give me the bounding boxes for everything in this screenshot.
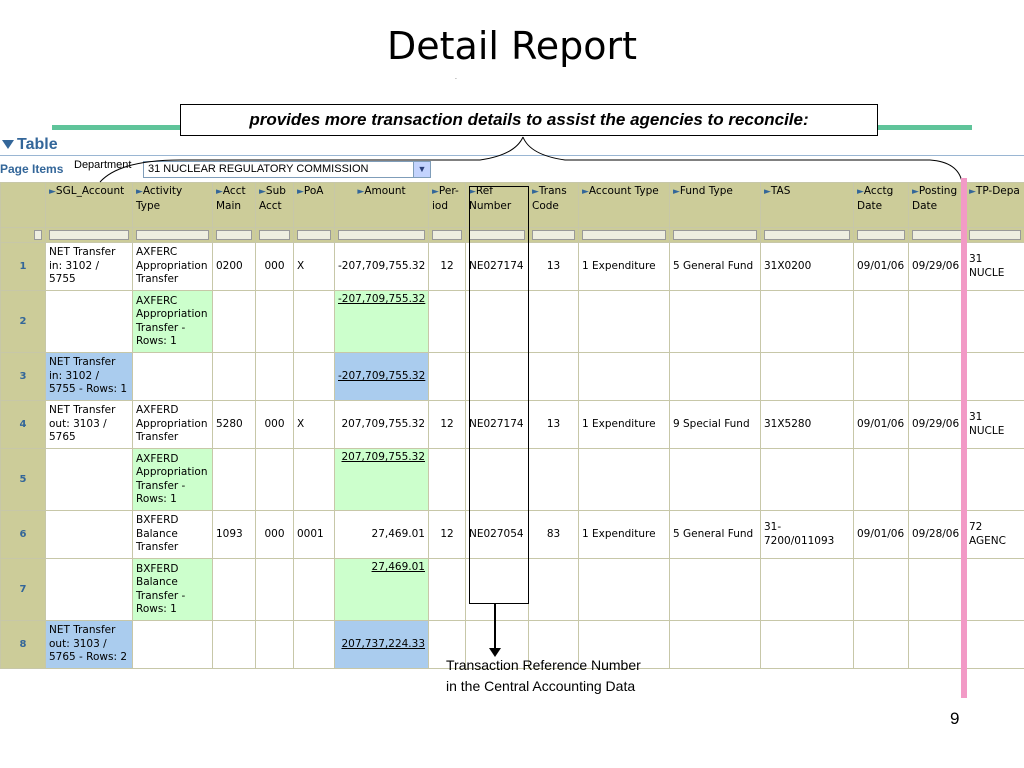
sort-arrow-icon: ►	[673, 187, 680, 197]
col-header[interactable]: ►SGL_Account	[46, 183, 133, 228]
filter-input[interactable]	[969, 230, 1021, 240]
cell-acctg-date: 09/01/06	[854, 401, 909, 449]
cell-sgl-subtotal: NET Transfer in: 3102 / 5755 - Rows: 1	[46, 353, 133, 401]
row-number: 2	[1, 291, 46, 353]
dropdown-arrow-icon[interactable]: ▼	[413, 162, 430, 177]
col-header[interactable]: ►Amount	[335, 183, 429, 228]
sort-arrow-icon: ►	[357, 187, 365, 197]
cell-amount: 27,469.01	[335, 511, 429, 559]
cell-account-type: 1 Expenditure	[579, 243, 670, 291]
filter-input[interactable]	[259, 230, 290, 240]
col-header[interactable]: ►Per- iod	[429, 183, 466, 228]
row-number: 1	[1, 243, 46, 291]
cell-amount-subtotal[interactable]	[335, 353, 429, 401]
cell-fund-type: 5 General Fund	[670, 243, 761, 291]
cell-amount: -207,709,755.32	[335, 243, 429, 291]
cell-tas: 31X0200	[761, 243, 854, 291]
collapse-triangle-icon[interactable]	[2, 140, 14, 149]
filter-input[interactable]	[857, 230, 905, 240]
pink-highlight-bar	[961, 178, 967, 698]
cell-sub-acct: 000	[256, 401, 294, 449]
col-header[interactable]: ►Trans Code	[529, 183, 579, 228]
cell-fund-type: 5 General Fund	[670, 511, 761, 559]
row-number: 8	[1, 621, 46, 669]
department-select-value: 31 NUCLEAR REGULATORY COMMISSION	[148, 163, 369, 175]
sort-arrow-icon: ►	[469, 187, 476, 197]
sort-arrow-icon: ►	[969, 187, 976, 197]
amount-link[interactable]: 207,737,224.33	[341, 637, 425, 650]
page-items-label: Page Items	[0, 162, 64, 176]
sort-arrow-icon: ►	[136, 187, 143, 197]
cell-acctg-date: 09/01/06	[854, 511, 909, 559]
cell-amount-subtotal[interactable]	[335, 449, 429, 511]
cell-amount-subtotal[interactable]	[335, 291, 429, 353]
filter-input[interactable]	[136, 230, 209, 240]
cell-acct-main: 0200	[213, 243, 256, 291]
sort-arrow-icon: ►	[49, 187, 56, 197]
col-header[interactable]: ►TP-Depa	[966, 183, 1024, 228]
filter-input[interactable]	[297, 230, 331, 240]
col-header[interactable]: ►Acctg Date	[854, 183, 909, 228]
cell-period: 12	[429, 511, 466, 559]
filter-input[interactable]	[582, 230, 666, 240]
rownum-header	[1, 183, 46, 228]
cell-period: 12	[429, 401, 466, 449]
cell-activity-subtotal: BXFERD Balance Transfer - Rows: 1	[133, 559, 213, 621]
col-header[interactable]: ►Activity Type	[133, 183, 213, 228]
cell-amount-subtotal[interactable]	[335, 559, 429, 621]
row-number: 3	[1, 353, 46, 401]
cell-trans-code: 13	[529, 243, 579, 291]
ref-number-annotation: Transaction Reference Number in the Central Accounting Data	[446, 657, 641, 694]
sort-arrow-icon: ►	[297, 187, 304, 197]
col-header[interactable]: ►Ref Number	[466, 183, 529, 228]
cell-posting-date: 09/29/06	[909, 243, 966, 291]
row-number: 6	[1, 511, 46, 559]
department-label: Department	[74, 159, 132, 171]
cell-amount: 207,709,755.32	[335, 401, 429, 449]
row-number: 7	[1, 559, 46, 621]
cell-ref-number: NE027054	[466, 511, 529, 559]
cell-activity-type: AXFERD Appropriation Transfer	[133, 401, 213, 449]
cell-trans-code: 83	[529, 511, 579, 559]
sort-arrow-icon: ►	[582, 187, 589, 197]
filter-checkbox[interactable]	[34, 230, 42, 240]
cell-fund-type: 9 Special Fund	[670, 401, 761, 449]
amount-link[interactable]: 207,709,755.32	[341, 451, 425, 463]
amount-link[interactable]: 27,469.01	[371, 561, 425, 573]
callout-box: provides more transaction details to assist the agencies to reconcile:	[180, 104, 878, 136]
filter-input[interactable]	[764, 230, 850, 240]
filter-input[interactable]	[216, 230, 252, 240]
ref-arrow-line	[494, 604, 496, 652]
cell-sgl-account: NET Transfer in: 3102 / 5755	[46, 243, 133, 291]
sort-arrow-icon: ►	[532, 187, 539, 197]
cell-sub-acct: 000	[256, 243, 294, 291]
stray-dot: .	[455, 74, 457, 81]
sort-arrow-icon: ►	[216, 187, 223, 197]
col-header[interactable]: ►Fund Type	[670, 183, 761, 228]
cell-ref-number: NE027174	[466, 401, 529, 449]
row-number: 5	[1, 449, 46, 511]
filter-input[interactable]	[49, 230, 129, 240]
cell-acct-main: 5280	[213, 401, 256, 449]
table-header-rule	[0, 155, 1024, 156]
cell-sgl-subtotal: NET Transfer out: 3103 / 5765 - Rows: 2	[46, 621, 133, 669]
amount-link[interactable]: -207,709,755.32	[338, 369, 426, 382]
filter-input[interactable]	[673, 230, 757, 240]
col-header[interactable]: ►Account Type	[579, 183, 670, 228]
table-header-label: Table	[17, 136, 58, 153]
cell-activity-subtotal: AXFERD Appropriation Transfer - Rows: 1	[133, 449, 213, 511]
amount-link[interactable]: -207,709,755.32	[338, 293, 426, 305]
row-number: 4	[1, 401, 46, 449]
cell-sub-acct: 000	[256, 511, 294, 559]
sort-arrow-icon: ►	[432, 187, 439, 197]
cell-tp-dept: 31 NUCLE	[966, 401, 1024, 449]
cell-trans-code: 13	[529, 401, 579, 449]
table-section-header[interactable]	[0, 136, 58, 154]
department-select[interactable]	[143, 161, 431, 178]
col-header[interactable]: ►Acct Main	[213, 183, 256, 228]
cell-poa: 0001	[294, 511, 335, 559]
cell-ref-number: NE027174	[466, 243, 529, 291]
cell-tas: 31-7200/011093	[761, 511, 854, 559]
cell-tp-dept: 72 AGENC	[966, 511, 1024, 559]
ref-number-highlight-box	[469, 186, 529, 604]
filter-input[interactable]	[338, 230, 425, 240]
cell-acct-main: 1093	[213, 511, 256, 559]
col-header[interactable]: ►Posting Date	[909, 183, 966, 228]
cell-account-type: 1 Expenditure	[579, 401, 670, 449]
filter-input[interactable]	[432, 230, 462, 240]
sort-arrow-icon: ►	[857, 187, 864, 197]
filter-input[interactable]	[532, 230, 575, 240]
sort-arrow-icon: ►	[259, 187, 266, 197]
col-header[interactable]: ►TAS	[761, 183, 854, 228]
cell-amount-subtotal[interactable]	[335, 621, 429, 669]
cell-sgl-account: NET Transfer out: 3103 / 5765	[46, 401, 133, 449]
cell-acctg-date: 09/01/06	[854, 243, 909, 291]
cell-poa: X	[294, 401, 335, 449]
col-header[interactable]: ►Sub Acct	[256, 183, 294, 228]
sort-arrow-icon: ►	[912, 187, 919, 197]
cell-posting-date: 09/28/06	[909, 511, 966, 559]
slide-title: Detail Report	[387, 24, 637, 68]
cell-tp-dept: 31 NUCLE	[966, 243, 1024, 291]
sort-arrow-icon: ►	[764, 187, 771, 197]
cell-posting-date: 09/29/06	[909, 401, 966, 449]
cell-activity-subtotal: AXFERC Appropriation Transfer - Rows: 1	[133, 291, 213, 353]
filter-input[interactable]	[912, 230, 962, 240]
cell-account-type: 1 Expenditure	[579, 511, 670, 559]
cell-activity-type: AXFERC Appropriation Transfer	[133, 243, 213, 291]
col-header[interactable]: ►PoA	[294, 183, 335, 228]
cell-poa: X	[294, 243, 335, 291]
cell-activity-type: BXFERD Balance Transfer	[133, 511, 213, 559]
cell-period: 12	[429, 243, 466, 291]
cell-tas: 31X5280	[761, 401, 854, 449]
page-number: 9	[950, 709, 960, 728]
